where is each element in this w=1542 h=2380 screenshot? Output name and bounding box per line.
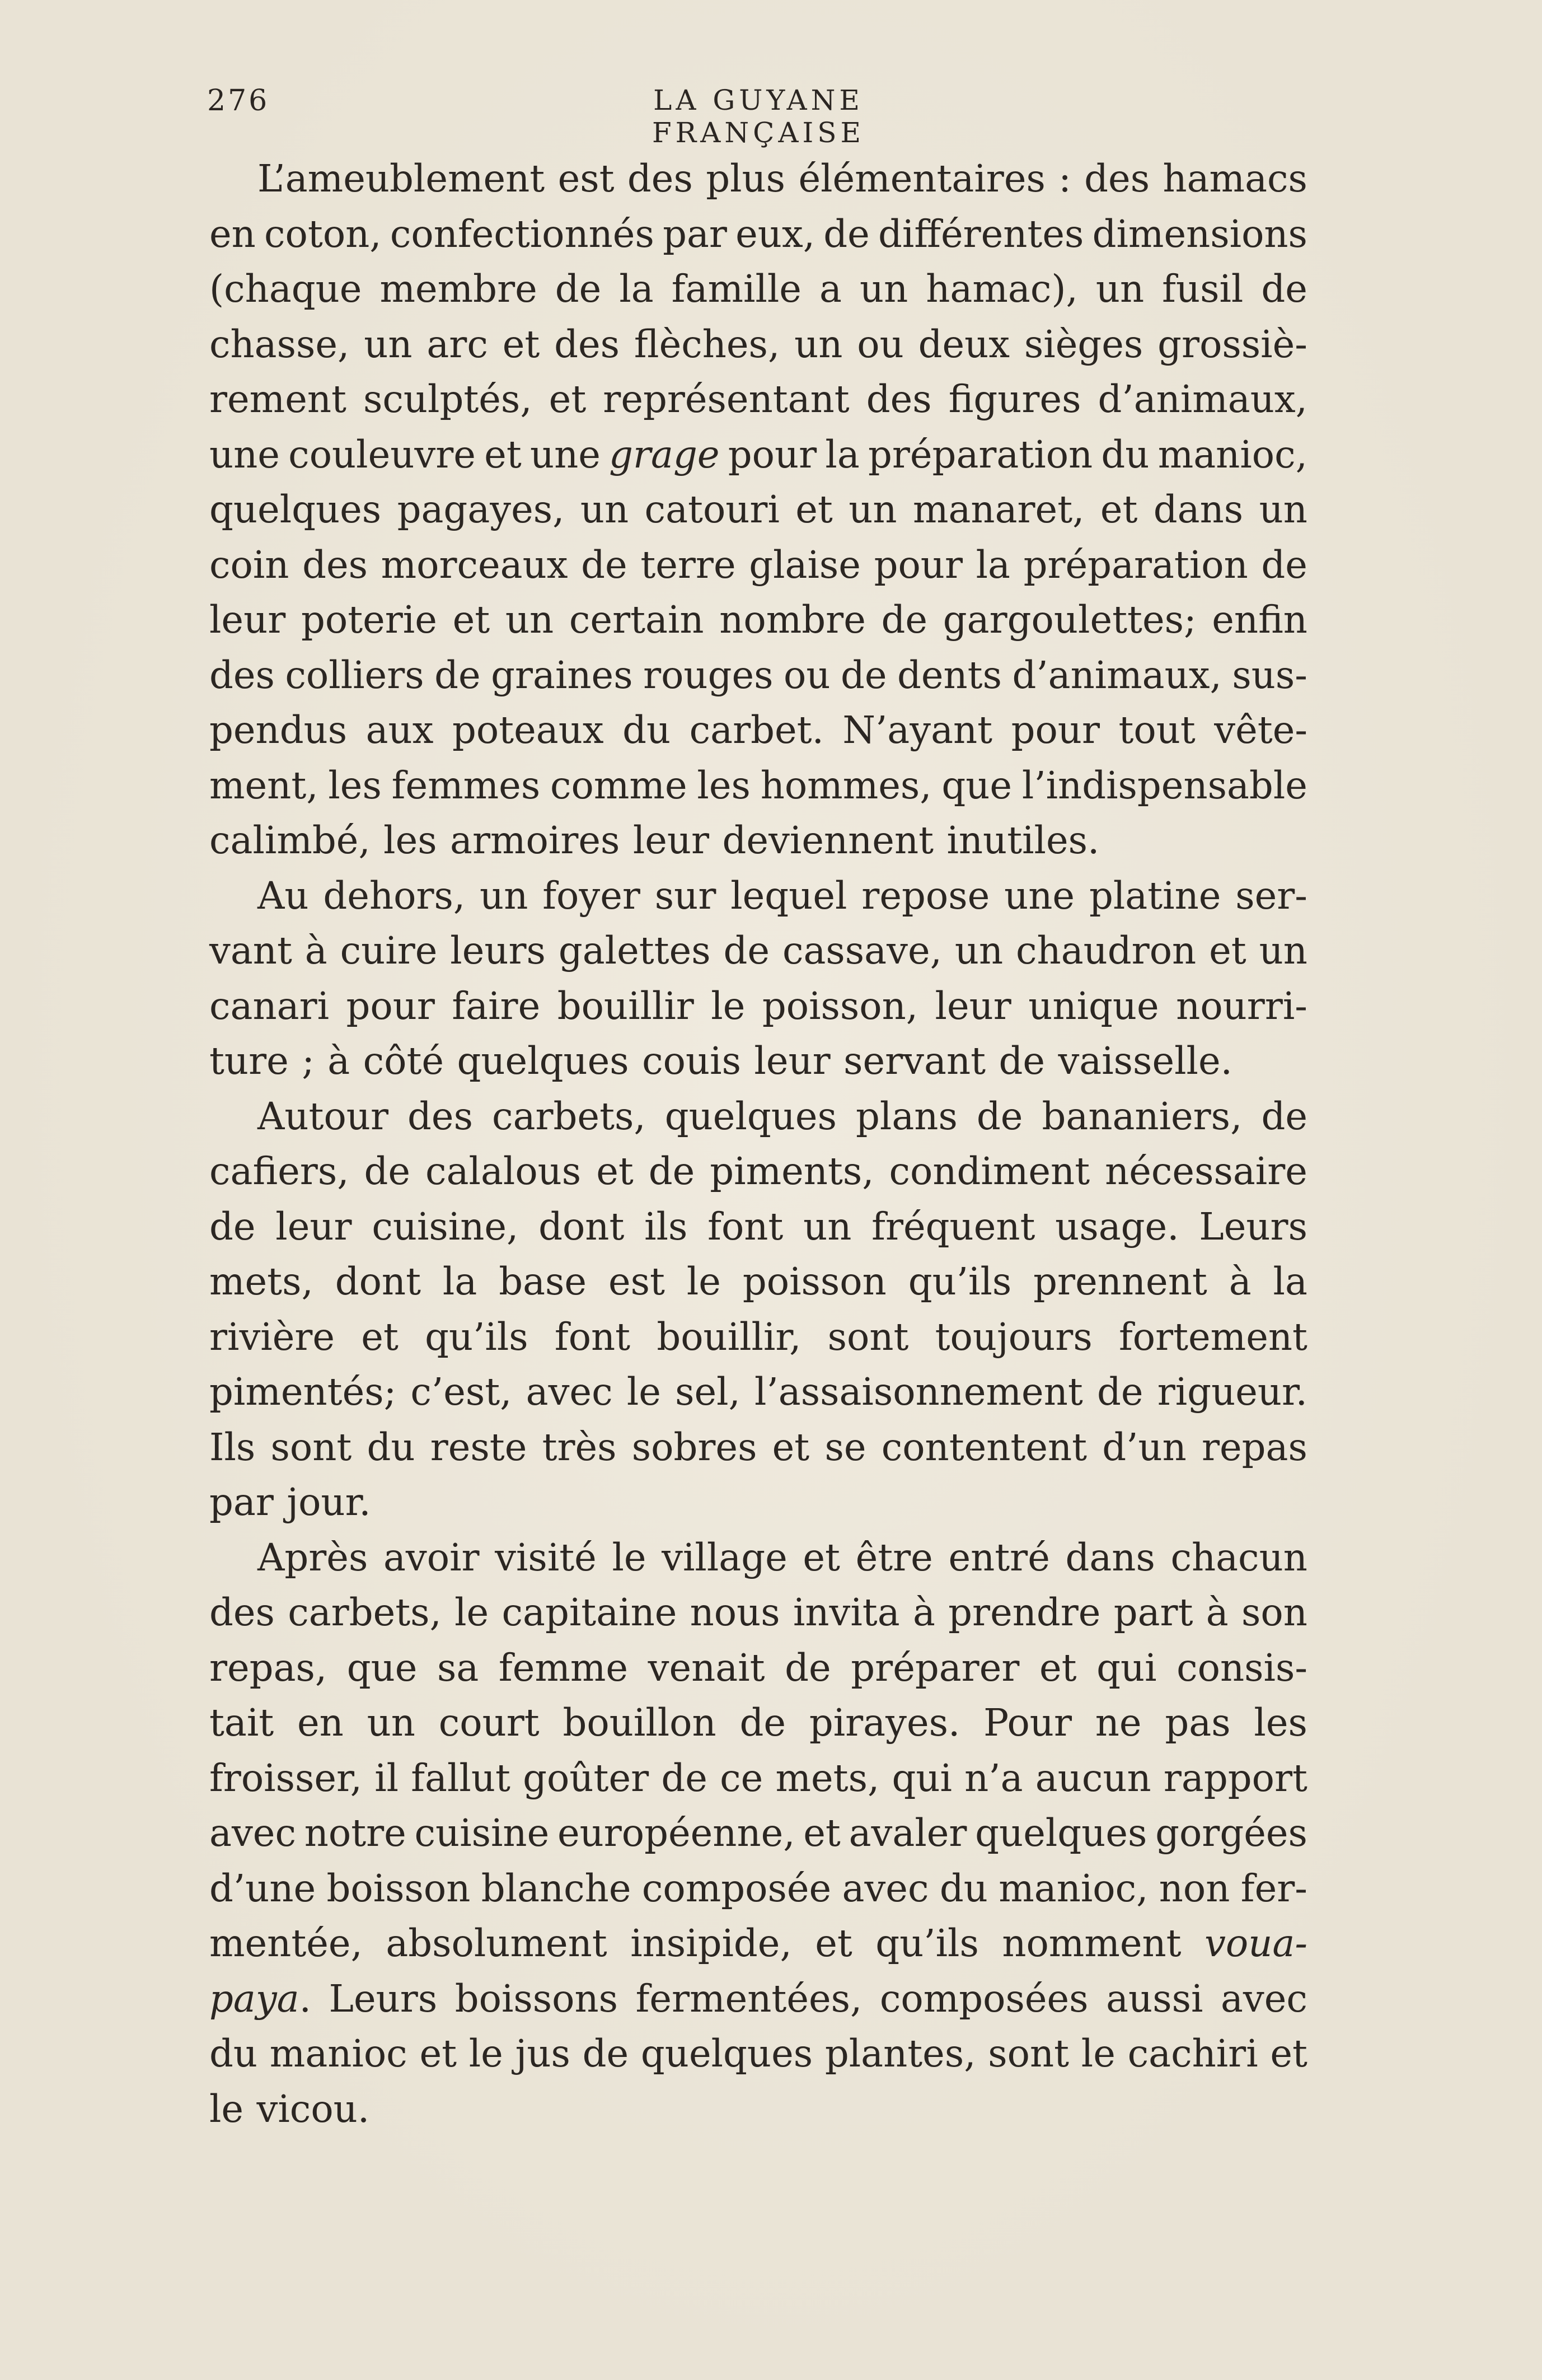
text-line: en coton, confectionnés par eux, de différentes dimensions [209, 212, 1307, 256]
text-line: pendus aux poteaux du carbet. N’ayant pour tout vête- [209, 708, 1307, 752]
text-line: repas, que sa femme venait de préparer et qui consis- [209, 1645, 1307, 1690]
text-line: ture ; à côté quelques couis leur servant de vaisselle. [209, 1039, 1232, 1083]
text-line: tait en un court bouillon de pirayes. Pour ne pas les [209, 1701, 1307, 1745]
text-line: cafiers, de calalous et de piments, condiment nécessaire [209, 1149, 1307, 1193]
text-line: par jour. [209, 1480, 371, 1524]
text-line: paya. Leurs boissons fermentées, composées aussi avec [209, 1976, 1307, 2021]
running-title: LA GUYANE FRANÇAISE [652, 84, 865, 149]
text-line: froisser, il fallut goûter de ce mets, qui n’a aucun rapport [209, 1756, 1307, 1800]
text-line: calimbé, les armoires leur deviennent inutiles. [209, 819, 1100, 862]
text-line: Ils sont du reste très sobres et se contentent d’un repas [209, 1425, 1307, 1469]
text-line: rement sculptés, et représentant des figures d’animaux, [209, 377, 1307, 421]
text-line: Après avoir visité le village et être entré dans chacun [257, 1535, 1307, 1579]
text-line: quelques pagayes, un catouri et un manaret, et dans un [209, 488, 1307, 531]
text-line: canari pour faire bouillir le poisson, leur unique nourri- [209, 984, 1307, 1028]
text-line: Autour des carbets, quelques plans de bananiers, de [257, 1094, 1307, 1138]
text-line: leur poterie et un certain nombre de gargoulettes; enfin [209, 598, 1307, 642]
text-line: pimentés; c’est, avec le sel, l’assaisonnement de rigueur. [209, 1370, 1307, 1414]
text-line: ment, les femmes comme les hommes, que l’indispensable [209, 763, 1307, 807]
text-line: coin des morceaux de terre glaise pour la préparation de [209, 543, 1307, 587]
text-line: mentée, absolument insipide, et qu’ils nomment voua- [209, 1921, 1307, 1965]
page-header [207, 84, 1327, 149]
text-line: du manioc et le jus de quelques plantes, sont le cachiri et [209, 2032, 1307, 2075]
text-line: vant à cuire leurs galettes de cassave, un chaudron et un [209, 929, 1307, 972]
text-line: chasse, un arc et des flèches, un ou deux sièges grossiè- [209, 322, 1307, 366]
text-line: le vicou. [209, 2087, 370, 2131]
text-line: rivière et qu’ils font bouillir, sont toujours fortement [209, 1315, 1307, 1359]
page-number: 276 [207, 84, 270, 118]
text-line: L’ameublement est des plus élémentaires : des hamacs [257, 157, 1307, 200]
text-line: avec notre cuisine européenne, et avaler quelques gorgées [209, 1811, 1307, 1855]
body-text [209, 151, 1307, 2136]
text-line: des colliers de graines rouges ou de dents d’animaux, sus- [209, 653, 1307, 697]
text-line: Au dehors, un foyer sur lequel repose une platine ser- [257, 873, 1307, 918]
text-line: mets, dont la base est le poisson qu’ils prennent à la [209, 1260, 1307, 1303]
text-line: de leur cuisine, dont ils font un fréquent usage. Leurs [209, 1204, 1307, 1249]
text-line: d’une boisson blanche composée avec du manioc, non fer- [209, 1866, 1307, 1910]
text-line: (chaque membre de la famille a un hamac), un fusil de [209, 267, 1307, 311]
text-line: des carbets, le capitaine nous invita à prendre part à son [209, 1591, 1307, 1634]
text-line: une couleuvre et une grage pour la préparation du manioc, [209, 432, 1307, 476]
